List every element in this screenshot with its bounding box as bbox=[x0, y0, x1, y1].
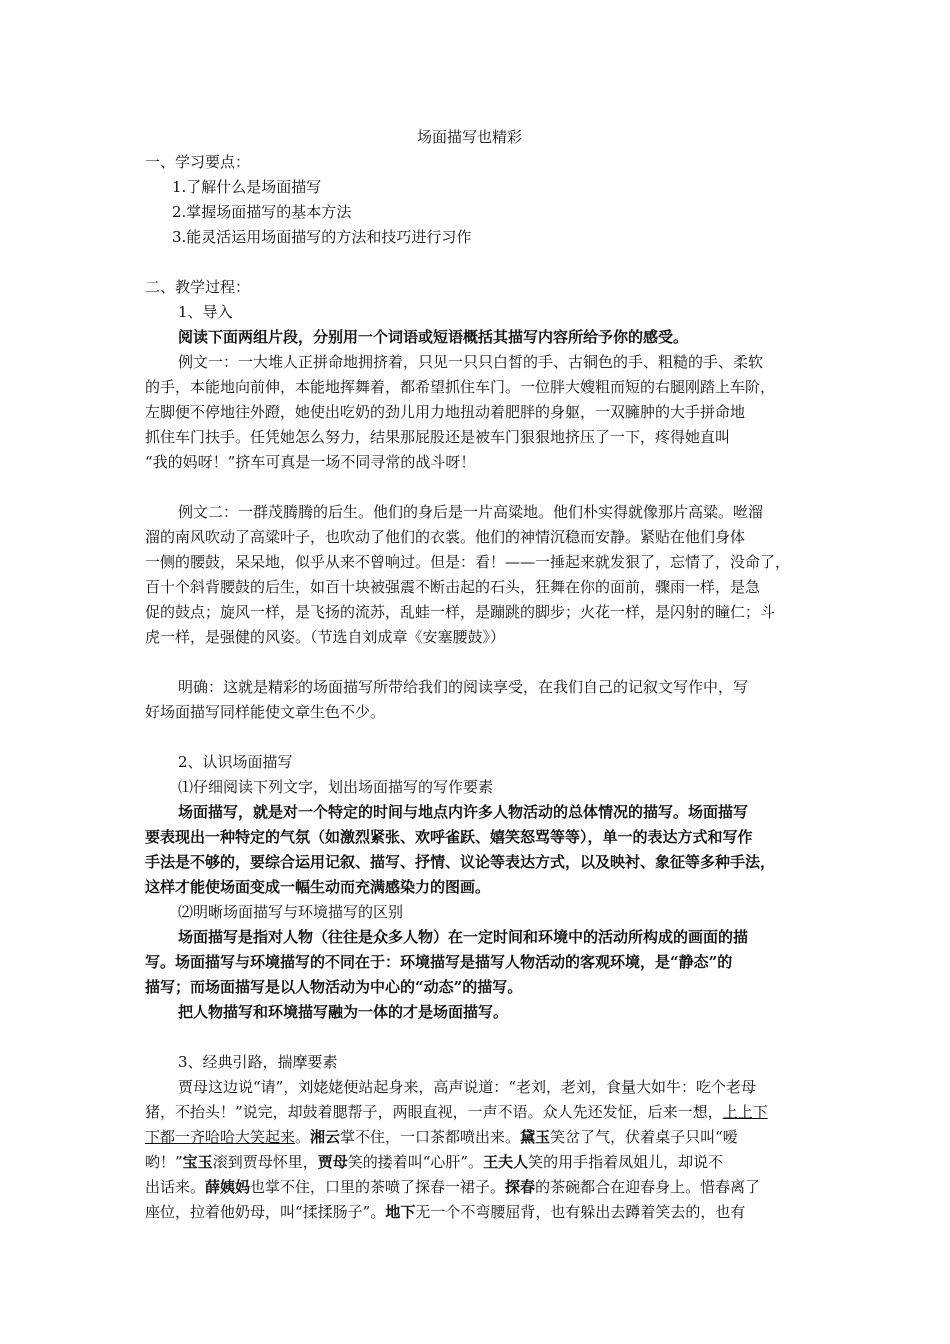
character-name: 薛姨妈 bbox=[205, 1178, 251, 1196]
example1-line: 左脚便不停地往外蹬，她使出吃奶的劲儿用力地扭动着肥胖的身躯，一双臃肿的大手拼命地 bbox=[145, 403, 746, 421]
example2-line: 一侧的腰鼓，呆呆地，似乎从来不曾响过。但是：看！——一捶起来就发狠了，忘情了，没命了， bbox=[145, 553, 791, 571]
character-name: 湘云 bbox=[310, 1128, 341, 1146]
learning-point-3: 3.能灵活运用场面描写的方法和技巧进行习作 bbox=[172, 228, 472, 246]
difference-line: 场面描写是指对人物（往往是众多人物）在一定时间和环境中的活动所构成的画面的描 bbox=[178, 928, 749, 946]
difference-line: 描写；而场面描写是以人物活动为中心的“动态”的描写。 bbox=[145, 978, 523, 996]
character-name: 王夫人 bbox=[483, 1153, 529, 1171]
passage-text: 滚到贾母怀里， bbox=[212, 1153, 318, 1171]
example2-line: 百十个斜背腰鼓的后生，如百十块被强震不断击起的石头，狂舞在你的面前，骤雨一样，是急 bbox=[145, 578, 761, 596]
difference-line: 写。场面描写与环境描写的不同在于：环境描写是描写人物活动的客观环境，是“静态”的 bbox=[145, 953, 733, 971]
passage-line: 贾母这边说“请”，刘姥姥便站起身来，高声说道：“老刘，老刘，食量大如牛：吃个老母 bbox=[178, 1078, 757, 1096]
summary-line: 把人物描写和环境描写融为一体的才是场面描写。 bbox=[178, 1003, 509, 1021]
step1-heading: 1、导入 bbox=[178, 303, 233, 321]
passage-text: 笑岔了气，伏着桌子只叫“嗳 bbox=[550, 1128, 738, 1146]
passage-line bbox=[145, 1176, 760, 1198]
definition-line: 要表现出一种特定的气氛（如激烈紧张、欢呼雀跃、嬉笑怒骂等等），单一的表达方式和写作 bbox=[145, 828, 753, 846]
definition-line: 这样才能使场面变成一幅生动而充满感染力的图画。 bbox=[145, 878, 491, 896]
example1-line: 的手，本能地向前伸，本能地挥舞着，都希望抓住车门。一位胖大嫂粗而短的右腿刚踏上车阶， bbox=[145, 378, 776, 396]
passage-line bbox=[145, 1101, 768, 1123]
passage-text: 掌不住，一口茶都喷出来。 bbox=[340, 1128, 521, 1146]
passage-text: 无一个不弯腰屈背，也有躲出去蹲着笑去的，也有 bbox=[415, 1203, 746, 1221]
passage-text: 笑的搂着叫“心肝”。 bbox=[347, 1153, 484, 1171]
passage-underlined: 下都一齐哈哈大笑起来 bbox=[145, 1128, 296, 1146]
example1-line: 抓住车门扶手。任凭她怎么努力，结果那屁股还是被车门狠狠地挤压了一下，疼得她直叫 bbox=[145, 428, 731, 446]
section1-heading: 一、学习要点： bbox=[145, 153, 251, 171]
passage-text: 笑的用手指着凤姐儿，却说不 bbox=[528, 1153, 724, 1171]
example2-line: 溜的南风吹动了高粱叶子，也吹动了他们的衣裳。他们的神情沉稳而安静。紧贴在他们身体 bbox=[145, 528, 746, 546]
definition-line: 手法是不够的，要综合运用记叙、描写、抒情、议论等表达方式，以及映衬、象征等多种手法， bbox=[145, 853, 776, 871]
learning-point-1: 1.了解什么是场面描写 bbox=[172, 178, 322, 196]
clarify-line: 好场面描写同样能使文章生色不少。 bbox=[145, 703, 386, 721]
passage-text: 座位，拉着他奶母，叫“揉揉肠子”。 bbox=[145, 1203, 386, 1221]
character-name: 探春 bbox=[505, 1178, 536, 1196]
passage-text: 出话来。 bbox=[145, 1178, 206, 1196]
document-title: 场面描写也精彩 bbox=[417, 128, 523, 146]
passage-text: 哟！” bbox=[145, 1153, 183, 1171]
step2-subheading-2: ⑵明晰场面描写与环境描写的区别 bbox=[178, 903, 404, 921]
passage-line bbox=[145, 1201, 745, 1223]
example1-line: 例文一：一大堆人正拼命地拥挤着，只见一只只白皙的手、古铜色的手、粗糙的手、柔软 bbox=[178, 353, 764, 371]
passage-text: 的茶碗都合在迎春身上。惜春离了 bbox=[535, 1178, 761, 1196]
learning-point-2: 2.掌握场面描写的基本方法 bbox=[172, 203, 352, 221]
passage-text: 猪，不抬头！”说完，却鼓着腮帮子，两眼直视，一声不语。众人先还发怔，后来一想， bbox=[145, 1103, 723, 1121]
step1-instruction: 阅读下面两组片段，分别用一个词语或短语概括其描写内容所给予你的感受。 bbox=[178, 328, 689, 346]
step3-heading: 3、经典引路，揣摩要素 bbox=[178, 1053, 338, 1071]
step2-heading: 2、认识场面描写 bbox=[178, 753, 293, 771]
character-name: 宝玉 bbox=[182, 1153, 213, 1171]
character-name: 贾母 bbox=[317, 1153, 348, 1171]
passage-text: 。 bbox=[295, 1128, 311, 1146]
example2-line: 促的鼓点；旋风一样，是飞扬的流苏，乱蛙一样，是蹦跳的脚步；火花一样，是闪射的瞳仁；斗 bbox=[145, 603, 776, 621]
character-name: 地下 bbox=[385, 1203, 416, 1221]
example2-line: 例文二：一群茂腾腾的后生。他们的身后是一片高粱地。他们朴实得就像那片高粱。咝溜 bbox=[178, 503, 764, 521]
example2-line: 虎一样，是强健的风姿。（节选自刘成章《安塞腰鼓》） bbox=[145, 628, 506, 646]
passage-line bbox=[145, 1126, 738, 1148]
step2-subheading-1: ⑴仔细阅读下列文字，划出场面描写的写作要素 bbox=[178, 778, 494, 796]
passage-underlined: 上上下 bbox=[722, 1103, 768, 1121]
passage-text: 也掌不住，口里的茶喷了探春一裙子。 bbox=[250, 1178, 506, 1196]
example1-line: “我的妈呀！”挤车可真是一场不同寻常的战斗呀！ bbox=[145, 453, 476, 471]
passage-line bbox=[145, 1151, 723, 1173]
section2-heading: 二、教学过程： bbox=[145, 278, 251, 296]
definition-line: 场面描写，就是对一个特定的时间与地点内许多人物活动的总体情况的描写。场面描写 bbox=[178, 803, 749, 821]
character-name: 黛玉 bbox=[520, 1128, 551, 1146]
clarify-line: 明确：这就是精彩的场面描写所带给我们的阅读享受，在我们自己的记叙文写作中，写 bbox=[178, 678, 749, 696]
